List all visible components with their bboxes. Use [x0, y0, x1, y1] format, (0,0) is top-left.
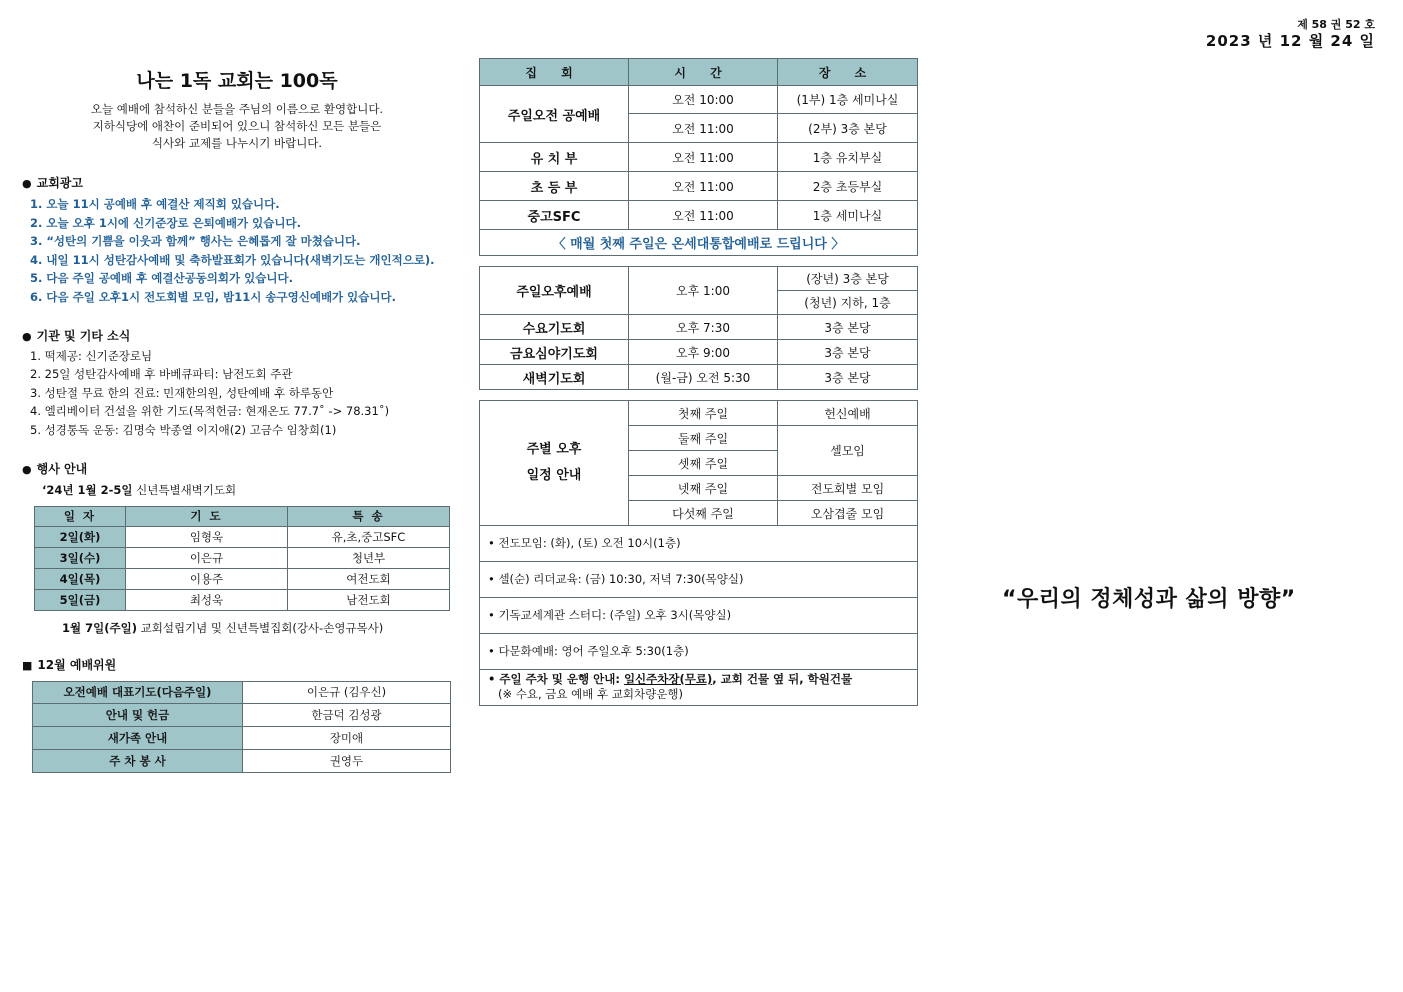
parking-info: • 주일 주차 및 운행 안내: 일신주차장(무료), 교회 건물 옆 뒤, 학원건물 (※ 수요, 금요 예배 후 교회차량운행) [480, 669, 918, 705]
table-row: (청년) 지하, 1층 [480, 291, 918, 315]
table-row: 금요심야기도회 오후 9:00 3층 본당 [480, 340, 918, 365]
table-row: 오전예배 대표기도(다음주일) 이은규 (김우신) [33, 681, 451, 703]
committee-heading: ■ 12월 예배위원 [22, 657, 117, 672]
list-item: 4. 내일 11시 성탄감사예배 및 축하발표회가 있습니다(새벽기도는 개인적으로). [30, 252, 435, 267]
left-column [22, 62, 452, 773]
table-row: 둘째 주일 셀모임 [480, 426, 918, 451]
info-row: • 다문화예배: 영어 주일오후 5:30(1층) [480, 633, 918, 669]
column-header: 기 도 [126, 506, 288, 526]
column-header: 집 회 [480, 59, 629, 86]
welcome-line: 식사와 교제를 나누시기 바랍니다. [151, 136, 323, 150]
column-header: 일 자 [35, 506, 126, 526]
column-header: 시 간 [629, 59, 778, 86]
square-bullet-icon: ■ [22, 658, 33, 672]
list-item: 1. 떡제공: 신기준장로님 [30, 348, 153, 363]
issue-date: 2023 년 12 월 24 일 [1205, 32, 1375, 50]
welcome-line: 지하식당에 애찬이 준비되어 있으니 참석하신 모든 분들은 [92, 119, 382, 133]
table-row: 주일오전 공예배 오전 10:00 (1부) 1층 세미나실 [480, 86, 918, 114]
list-item: 4. 엘리베이터 건설을 위한 기도(목적헌금: 현재온도 77.7˚ -> 78.31˚) [30, 404, 390, 419]
list-item: 2. 25일 성탄감사예배 후 바베큐파티: 남전도회 주관 [30, 367, 293, 382]
table-row: 2일(화) 임형욱 유,초,중고SFC [35, 526, 450, 547]
announcements-list [22, 195, 452, 307]
table-row: 4일(목) 이용주 여전도회 [35, 568, 450, 589]
list-item: 2. 오늘 오후 1시에 신기준장로 은퇴예배가 있습니다. [30, 215, 301, 230]
table-row: 유 치 부 오전 11:00 1층 유치부실 [480, 143, 918, 172]
list-item: 3. 성탄절 무료 한의 진료: 민재한의원, 성탄예배 후 하루동안 [30, 385, 334, 400]
list-item: 5. 다음 주일 공예배 후 예결산공동의회가 있습니다. [30, 271, 293, 286]
info-row: • 기독교세계관 스터디: (주일) 오후 3시(목양실) [480, 597, 918, 633]
table-row: 다섯째 주일 오삼겹줄 모임 [480, 501, 918, 526]
news-heading: ● 기관 및 기타 소식 [22, 328, 131, 343]
table-row: 주일오후예배 오후 1:00 (장년) 3층 본당 [480, 267, 918, 291]
bullet-icon: ● [22, 329, 32, 343]
list-item: 6. 다음 주일 오후1시 전도회별 모임, 밤11시 송구영신예배가 있습니다. [30, 289, 396, 304]
prayer-table [34, 506, 450, 611]
bullet-icon: ● [22, 462, 32, 476]
ministry-info-table [479, 525, 918, 706]
list-item: 5. 성경통독 운동: 김명숙 박종열 이지애(2) 고금수 임창희(1) [30, 422, 337, 437]
table-row: 안내 및 헌금 한금덕 김성광 [33, 703, 451, 726]
table-row: 중고SFC 오전 11:00 1층 세미나실 [480, 201, 918, 230]
monthly-notice: 〈 매월 첫째 주일은 온세대통합예배로 드립니다 〉 [480, 230, 918, 256]
list-item: 1. 오늘 11시 공예배 후 예결산 제직회 있습니다. [30, 197, 280, 211]
list-item: 3. “성탄의 기쁨을 이웃과 함께” 행사는 은혜롭게 잘 마쳤습니다. [30, 234, 361, 249]
afternoon-schedule-table [479, 266, 918, 390]
committee-table [32, 681, 451, 773]
table-row: 수요기도회 오후 7:30 3층 본당 [480, 315, 918, 340]
issue-number: 제 58 권 52 호 [1297, 18, 1375, 31]
column-header: 장 소 [778, 59, 918, 86]
table-row: 3일(수) 이은규 청년부 [35, 547, 450, 568]
welcome-line: 오늘 예배에 참석하신 분들을 주님의 이름으로 환영합니다. [90, 102, 384, 116]
sermon-title: “우리의 정체성과 삶의 방향” [1002, 587, 1296, 612]
weekly-schedule-table [479, 400, 918, 526]
table-row: 초 등 부 오전 11:00 2층 초등부실 [480, 172, 918, 201]
schedule-column [479, 58, 919, 706]
column-header: 특 송 [288, 506, 450, 526]
news-list [22, 347, 452, 440]
table-row: 5일(금) 최성욱 남전도회 [35, 589, 450, 610]
page-title: 나는 1독 교회는 100독 [136, 70, 338, 92]
table-row: 새가족 안내 장미애 [33, 726, 451, 749]
table-row: 주 차 봉 사 권영두 [33, 749, 451, 772]
events-subtitle: ‘24년 1월 2-5일 신년특별새벽기도회 [42, 482, 237, 497]
worship-schedule-table [479, 58, 918, 256]
table-row: 새벽기도회 (월-금) 오전 5:30 3층 본당 [480, 365, 918, 390]
table-row: 셋째 주일 [480, 451, 918, 476]
table-row: 넷째 주일 전도회별 모임 [480, 476, 918, 501]
info-row: • 전도모임: (화), (토) 오전 10시(1층) [480, 525, 918, 561]
table-row: 주별 오후 일정 안내 첫째 주일 헌신예배 [480, 401, 918, 426]
welcome-message [22, 101, 452, 152]
bullet-icon: ● [22, 177, 32, 190]
events-note: 1월 7일(주일) 교회설립기념 및 신년특별집회(강사-손영규목사) [62, 620, 384, 635]
weekly-label: 주별 오후 일정 안내 [480, 401, 629, 526]
info-row: • 셀(순) 리더교육: (금) 10:30, 저녁 7:30(목양실) [480, 561, 918, 597]
table-row [480, 230, 918, 256]
announcements-heading: ● 교회광고 [22, 176, 83, 190]
table-row: 오전 11:00 (2부) 3층 본당 [480, 114, 918, 143]
events-heading: ● 행사 안내 [22, 461, 88, 476]
